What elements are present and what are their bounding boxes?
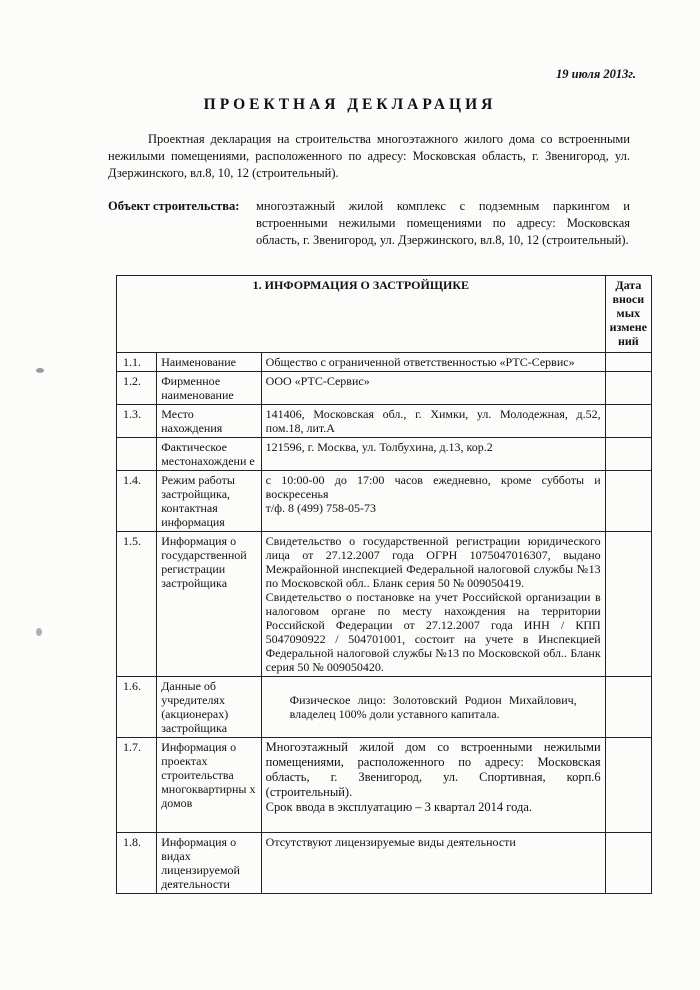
table-row	[117, 532, 652, 677]
row-number: 1.1.	[117, 353, 157, 372]
table-row	[117, 353, 652, 372]
row-number: 1.4.	[117, 471, 157, 532]
row-name: Информация о видах лицензируемой деятельности	[157, 833, 261, 894]
row-date	[605, 353, 651, 372]
phone-number: т/ф. 8 (499) 758-05-73	[265, 501, 377, 515]
row-value: Физическое лицо: Золотовский Родион Михайлович, владелец 100% доли уставного капитала.	[261, 677, 605, 738]
row-value: Отсутствуют лицензируемые виды деятельности	[261, 833, 605, 894]
commissioning-date: Срок ввода в эксплуатацию – 3 квартал 2014 года.	[265, 800, 532, 814]
row-name: Информация о проектах строительства многоквартирны х домов	[157, 738, 261, 833]
table-row	[117, 738, 652, 833]
work-hours: с 10:00-00 до 17:00 часов ежедневно, кроме субботы и воскресенья	[265, 473, 601, 501]
scan-mark	[36, 368, 44, 373]
object-block	[108, 198, 630, 249]
table-date-header: Дата вноси мых измене ний	[605, 276, 651, 353]
table-row	[117, 438, 652, 471]
row-name: Режим работы застройщика, контактная информация	[157, 471, 261, 532]
table-header: 1. ИНФОРМАЦИЯ О ЗАСТРОЙЩИКЕ	[117, 276, 606, 353]
tax-certificate: Свидетельство о постановке на учет Российской организации в налоговом органе по месту нахождения на территории Российской Федерации от 27.12.2007 года ИНН / КПП 5047090922 / 504701001, состоит на учете в Инспекцией Федеральной налоговой службы №13 по Московской обл.. Бланк серия 50 № 009050420.	[265, 590, 601, 674]
object-text: многоэтажный жилой комплекс с подземным паркингом и встроенными нежилыми помещениями по адресу: Московская область, г. Звенигород, ул. Дзержинского, вл.8, 10, 12 (строительный).	[256, 199, 630, 247]
row-name: Место нахождения	[157, 405, 261, 438]
row-number: 1.7.	[117, 738, 157, 833]
project-description: Многоэтажный жилой дом со встроенными нежилыми помещениями, расположенного по адресу: Московская область, г. Звенигород, ул. Спортивная, корп.6 (строительный).	[265, 740, 601, 799]
scan-mark	[36, 628, 42, 636]
document-date: 19 июля 2013г.	[556, 67, 636, 81]
row-date	[605, 471, 651, 532]
registration-certificate: Свидетельство о государственной регистрации юридического лица от 27.12.2007 года ОГРН 1075047016307, выдано Межрайонной инспекцией Федеральной налоговой службы №13 по Московской обл.. Бланк серия 50 № 009050419.	[265, 534, 601, 590]
developer-info-table	[116, 275, 652, 894]
row-name: Наименование	[157, 353, 261, 372]
table-row	[117, 833, 652, 894]
row-date	[605, 372, 651, 405]
document-title: ПРОЕКТНАЯ ДЕКЛАРАЦИЯ	[203, 96, 497, 113]
table-header-row	[117, 276, 652, 353]
row-number: 1.2.	[117, 372, 157, 405]
row-name: Фирменное наименование	[157, 372, 261, 405]
row-date	[605, 438, 651, 471]
row-date	[605, 738, 651, 833]
row-name: Информация о государственной регистрации застройщика	[157, 532, 261, 677]
row-date	[605, 405, 651, 438]
row-value	[261, 532, 605, 677]
row-value: ООО «РТС-Сервис»	[261, 372, 605, 405]
row-date	[605, 677, 651, 738]
intro-paragraph: Проектная декларация на строительства многоэтажного жилого дома со встроенными нежилыми помещениями, расположенного по адресу: Московская область, г. Звенигород, ул. Дзержинского, вл.8, 10, 12 (строительный).	[108, 132, 630, 180]
row-value: Общество с ограниченной ответственностью «РТС-Сервис»	[261, 353, 605, 372]
row-date	[605, 833, 651, 894]
row-number: 1.8.	[117, 833, 157, 894]
row-number: 1.6.	[117, 677, 157, 738]
row-date	[605, 532, 651, 677]
row-value	[261, 738, 605, 833]
row-value	[261, 471, 605, 532]
row-value: 141406, Московская обл., г. Химки, ул. Молодежная, д.52, пом.18, лит.А	[261, 405, 605, 438]
table-row	[117, 471, 652, 532]
row-number: 1.5.	[117, 532, 157, 677]
row-value: 121596, г. Москва, ул. Толбухина, д.13, кор.2	[261, 438, 605, 471]
object-label: Объект строительства:	[108, 199, 240, 213]
row-name: Данные об учредителях (акционерах) застройщика	[157, 677, 261, 738]
table-row	[117, 677, 652, 738]
row-number: 1.3.	[117, 405, 157, 438]
table-row	[117, 372, 652, 405]
row-number	[117, 438, 157, 471]
table-row	[117, 405, 652, 438]
row-name: Фактическое местонахождени е	[157, 438, 261, 471]
